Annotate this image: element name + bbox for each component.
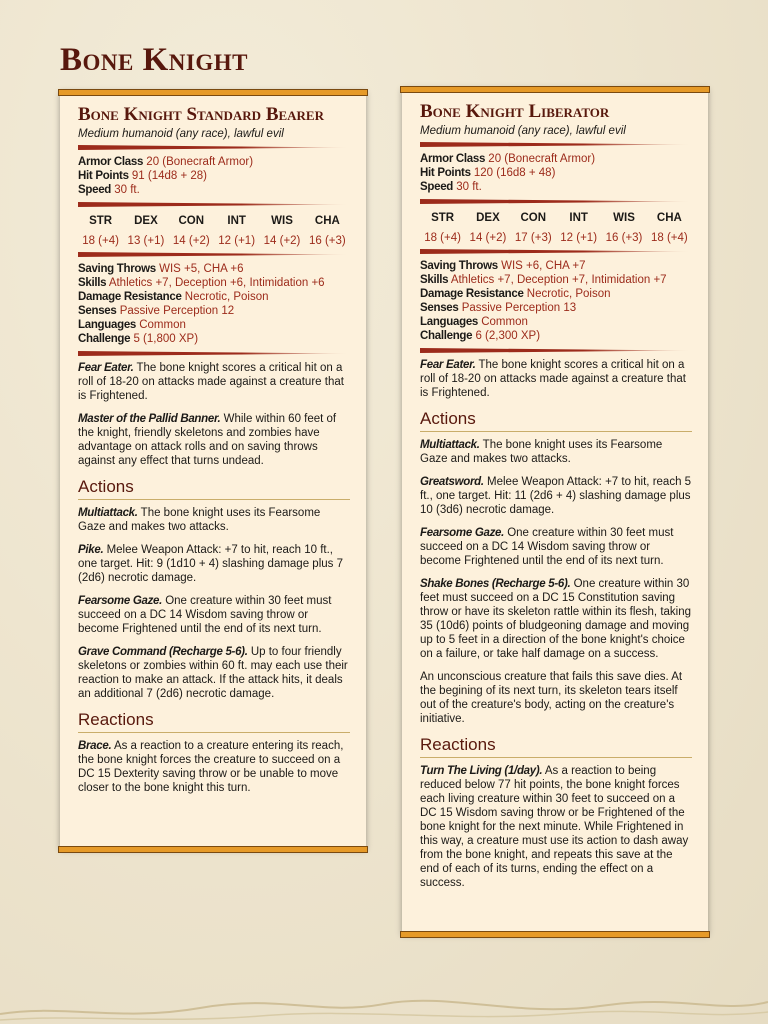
action: Fearsome Gaze. One creature within 30 feet must succeed on a DC 14 Wisdom saving throw or become Frightened until the end of its next turn. [78, 595, 332, 635]
reactions-heading: Reactions [78, 710, 350, 733]
hit-points: Hit Points 91 (14d8 + 28) [78, 170, 208, 182]
ability-con: CON 17 (+3) [514, 212, 552, 244]
statblock-bottom-bar [58, 846, 368, 853]
speed: Speed 30 ft. [420, 181, 482, 193]
skills: Skills Athletics +7, Deception +7, Intimidation +7 [420, 274, 667, 286]
action: Multiattack. The bone knight uses its Fearsome Gaze and makes two attacks. [420, 439, 663, 465]
divider [78, 252, 350, 257]
divider [420, 249, 692, 254]
saving-throws: Saving Throws WIS +5, CHA +6 [78, 263, 244, 275]
ability-wis: WIS 16 (+3) [605, 212, 643, 244]
ability-str: STR 18 (+4) [82, 215, 119, 247]
damage-resistance: Damage Resistance Necrotic, Poison [78, 291, 269, 303]
ability-str: STR 18 (+4) [424, 212, 461, 244]
ability-int: INT 12 (+1) [560, 212, 598, 244]
ability-dex: DEX 14 (+2) [469, 212, 507, 244]
reaction: Brace. As a reaction to a creature entering its reach, the bone knight forces the creature to succeed on a DC 15 Dexterity saving throw or be unable to move closer to the bone knight this turn. [78, 740, 344, 794]
armor-class: Armor Class 20 (Bonecraft Armor) [78, 156, 254, 168]
senses: Senses Passive Perception 12 [78, 305, 235, 317]
statblock-subtitle: Medium humanoid (any race), lawful evil [78, 128, 284, 140]
action: Fearsome Gaze. One creature within 30 feet must succeed on a DC 14 Wisdom saving throw or become Frightened until the end of its next turn. [420, 527, 674, 567]
footer-flourish-icon [0, 974, 768, 1024]
divider [78, 202, 350, 207]
statblock-top-bar [58, 89, 368, 96]
statblock-name: Bone Knight Liberator [420, 101, 610, 122]
statblock-standard-bearer [60, 92, 366, 850]
senses: Senses Passive Perception 13 [420, 302, 577, 314]
languages: Languages Common [78, 319, 186, 331]
actions-heading: Actions [78, 477, 350, 500]
divider [420, 348, 692, 353]
ability-dex: DEX 13 (+1) [127, 215, 165, 247]
statblock-top-bar [400, 86, 710, 93]
detail-stats [420, 259, 692, 343]
divider [78, 145, 350, 150]
reactions-heading: Reactions [420, 735, 692, 758]
trait: Fear Eater. The bone knight scores a critical hit on a roll of 18-20 on attacks made against a creature that is Frightened. [78, 362, 344, 402]
ability-int: INT 12 (+1) [218, 215, 256, 247]
actions-heading: Actions [420, 409, 692, 432]
saving-throws: Saving Throws WIS +6, CHA +7 [420, 260, 586, 272]
action-continuation: An unconscious creature that fails this save dies. At the begining of its next turn, its skeleton tears itself out of the creature's body, acting on the creature's initiative. [420, 671, 683, 725]
action: Multiattack. The bone knight uses its Fearsome Gaze and makes two attacks. [78, 507, 321, 533]
reaction: Turn The Living (1/day). As a reaction to being reduced below 77 hit points, the bone knight forces each living creature within 30 feet to succeed on a DC 15 Wisdom saving throw or be Frightened of the bone knight for the next minute. While Frightened in this way, a creature must use its action to dash away from the bone knight, and repeats this save at the end of each of its turns, ending the effect on a success. [420, 765, 689, 889]
ability-cha: CHA 16 (+3) [308, 215, 346, 247]
ability-con: CON 14 (+2) [172, 215, 210, 247]
skills: Skills Athletics +7, Deception +6, Intimidation +6 [78, 277, 325, 289]
ability-cha: CHA 18 (+4) [650, 212, 688, 244]
core-stats [78, 155, 350, 197]
ability-scores [78, 215, 350, 247]
action: Pike. Melee Weapon Attack: +7 to hit, reach 10 ft., one target. Hit: 9 (1d10 + 4) slashing damage plus 7 (2d6) necrotic damage. [78, 544, 343, 584]
statblock-name: Bone Knight Standard Bearer [78, 104, 324, 125]
divider [420, 142, 692, 147]
divider [78, 351, 350, 356]
challenge: Challenge 6 (2,300 XP) [420, 330, 541, 342]
speed: Speed 30 ft. [78, 184, 140, 196]
core-stats [420, 152, 692, 194]
detail-stats [78, 262, 350, 346]
trait: Fear Eater. The bone knight scores a critical hit on a roll of 18-20 on attacks made against a creature that is Frightened. [420, 359, 686, 399]
divider [420, 199, 692, 204]
action: Grave Command (Recharge 5-6). Up to four friendly skeletons or zombies within 60 ft. may each use their reaction to make an attack. If the attack hits, it deals an additional 7 (2d6) necrotic damage. [78, 646, 348, 700]
hit-points: Hit Points 120 (16d8 + 48) [420, 167, 556, 179]
page-title: Bone Knight [60, 42, 248, 78]
action: Shake Bones (Recharge 5-6). One creature within 30 feet must succeed on a DC 15 Constitution saving throw or have its skeleton rattle within its flesh, taking 35 (10d6) points of bludgeoning damage and moving up to 5 feet in a direction of the bone knight's choice on a failure, or take half damage on a success. [420, 578, 692, 660]
armor-class: Armor Class 20 (Bonecraft Armor) [420, 153, 596, 165]
statblock-subtitle: Medium humanoid (any race), lawful evil [420, 125, 626, 137]
ability-scores [420, 212, 692, 244]
trait: Master of the Pallid Banner. While within 60 feet of the knight, friendly skeletons and zombies have advantage on attack rolls and on saving throws against any effect that turns undead. [78, 413, 337, 467]
languages: Languages Common [420, 316, 528, 328]
action: Greatsword. Melee Weapon Attack: +7 to hit, reach 5 ft., one target. Hit: 11 (2d6 + 4) slashing damage plus 10 (3d6) necrotic damage. [420, 476, 692, 516]
challenge: Challenge 5 (1,800 XP) [78, 333, 199, 345]
damage-resistance: Damage Resistance Necrotic, Poison [420, 288, 611, 300]
ability-wis: WIS 14 (+2) [263, 215, 301, 247]
statblock-bottom-bar [400, 931, 710, 938]
statblock-liberator [402, 89, 708, 935]
